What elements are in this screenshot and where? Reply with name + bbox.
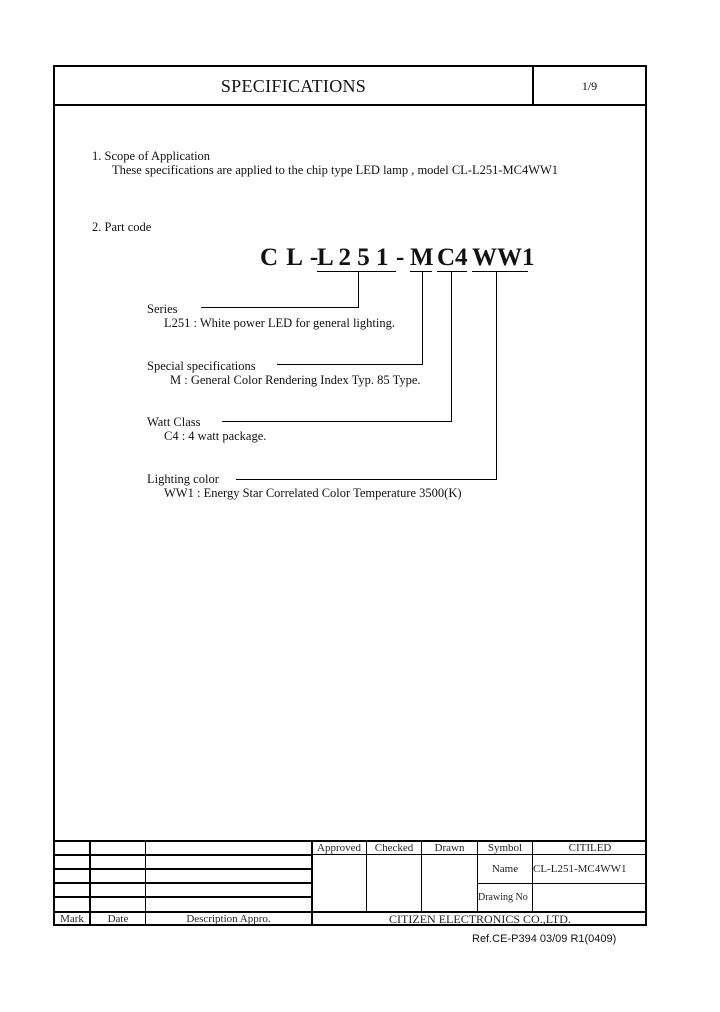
legend-series-desc: L251 : White power LED for general lighting. xyxy=(164,316,395,330)
revision-row-line xyxy=(53,854,312,856)
drawn-header: Drawn xyxy=(434,841,465,854)
series-leader-vertical xyxy=(358,271,359,308)
part-code-dash: - xyxy=(396,244,405,271)
symbol-value: CITILED xyxy=(568,841,612,854)
date-label: Date xyxy=(107,913,129,925)
special-leader-horizontal xyxy=(277,364,423,365)
legend-color-desc: WW1 : Energy Star Correlated Color Temperature 3500(K) xyxy=(164,486,462,500)
part-code-prefix: C L - xyxy=(260,244,319,271)
drawing-no-label: Drawing No xyxy=(478,892,528,903)
color-leader-horizontal xyxy=(236,479,497,480)
drawing-no-value xyxy=(533,884,647,911)
part-code-special: M xyxy=(410,244,434,271)
part-code-series: L 2 5 1 xyxy=(317,244,389,271)
company-name: CITIZEN ELECTRONICS CO.,LTD. xyxy=(389,912,571,926)
revision-row-line xyxy=(53,896,312,898)
document-reference: Ref.CE-P394 03/09 R1(0409) xyxy=(472,933,617,945)
name-label: Name xyxy=(491,863,519,875)
special-underline xyxy=(410,271,432,272)
revision-row-line xyxy=(53,882,312,884)
part-code-watt: C4 xyxy=(437,244,468,271)
legend-special-desc: M : General Color Rendering Index Typ. 85 Type. xyxy=(170,373,421,387)
page-number: 1/9 xyxy=(581,78,598,93)
scope-body: These specifications are applied to the chip type LED lamp , model CL-L251-MC4WW1 xyxy=(112,163,559,177)
mark-label: Mark xyxy=(60,913,84,925)
watt-underline xyxy=(437,271,467,272)
special-leader-vertical xyxy=(422,271,423,365)
color-underline xyxy=(472,271,528,272)
watt-leader-horizontal xyxy=(222,421,452,422)
part-code-color: WW1 xyxy=(472,244,535,271)
name-value: CL-L251-MC4WW1 xyxy=(533,863,627,875)
symbol-header: Symbol xyxy=(487,841,523,854)
checked-header: Checked xyxy=(374,841,414,854)
legend-color-label: Lighting color xyxy=(147,472,219,486)
watt-leader-vertical xyxy=(451,271,452,422)
legend-series-label: Series xyxy=(147,302,178,316)
legend-watt-desc: C4 : 4 watt package. xyxy=(164,429,267,443)
part-code-heading: 2. Part code xyxy=(92,220,152,234)
page-title: SPECIFICATIONS xyxy=(220,75,367,96)
legend-special-label: Special specifications xyxy=(147,359,256,373)
legend-watt-label: Watt Class xyxy=(147,415,201,429)
color-leader-vertical xyxy=(496,271,497,480)
series-underline xyxy=(317,271,396,272)
revision-row-line xyxy=(53,868,312,870)
series-leader-horizontal xyxy=(201,307,359,308)
description-label: Description Appro. xyxy=(186,913,271,925)
scope-heading: 1. Scope of Application xyxy=(92,149,211,163)
approved-header: Approved xyxy=(317,841,361,854)
